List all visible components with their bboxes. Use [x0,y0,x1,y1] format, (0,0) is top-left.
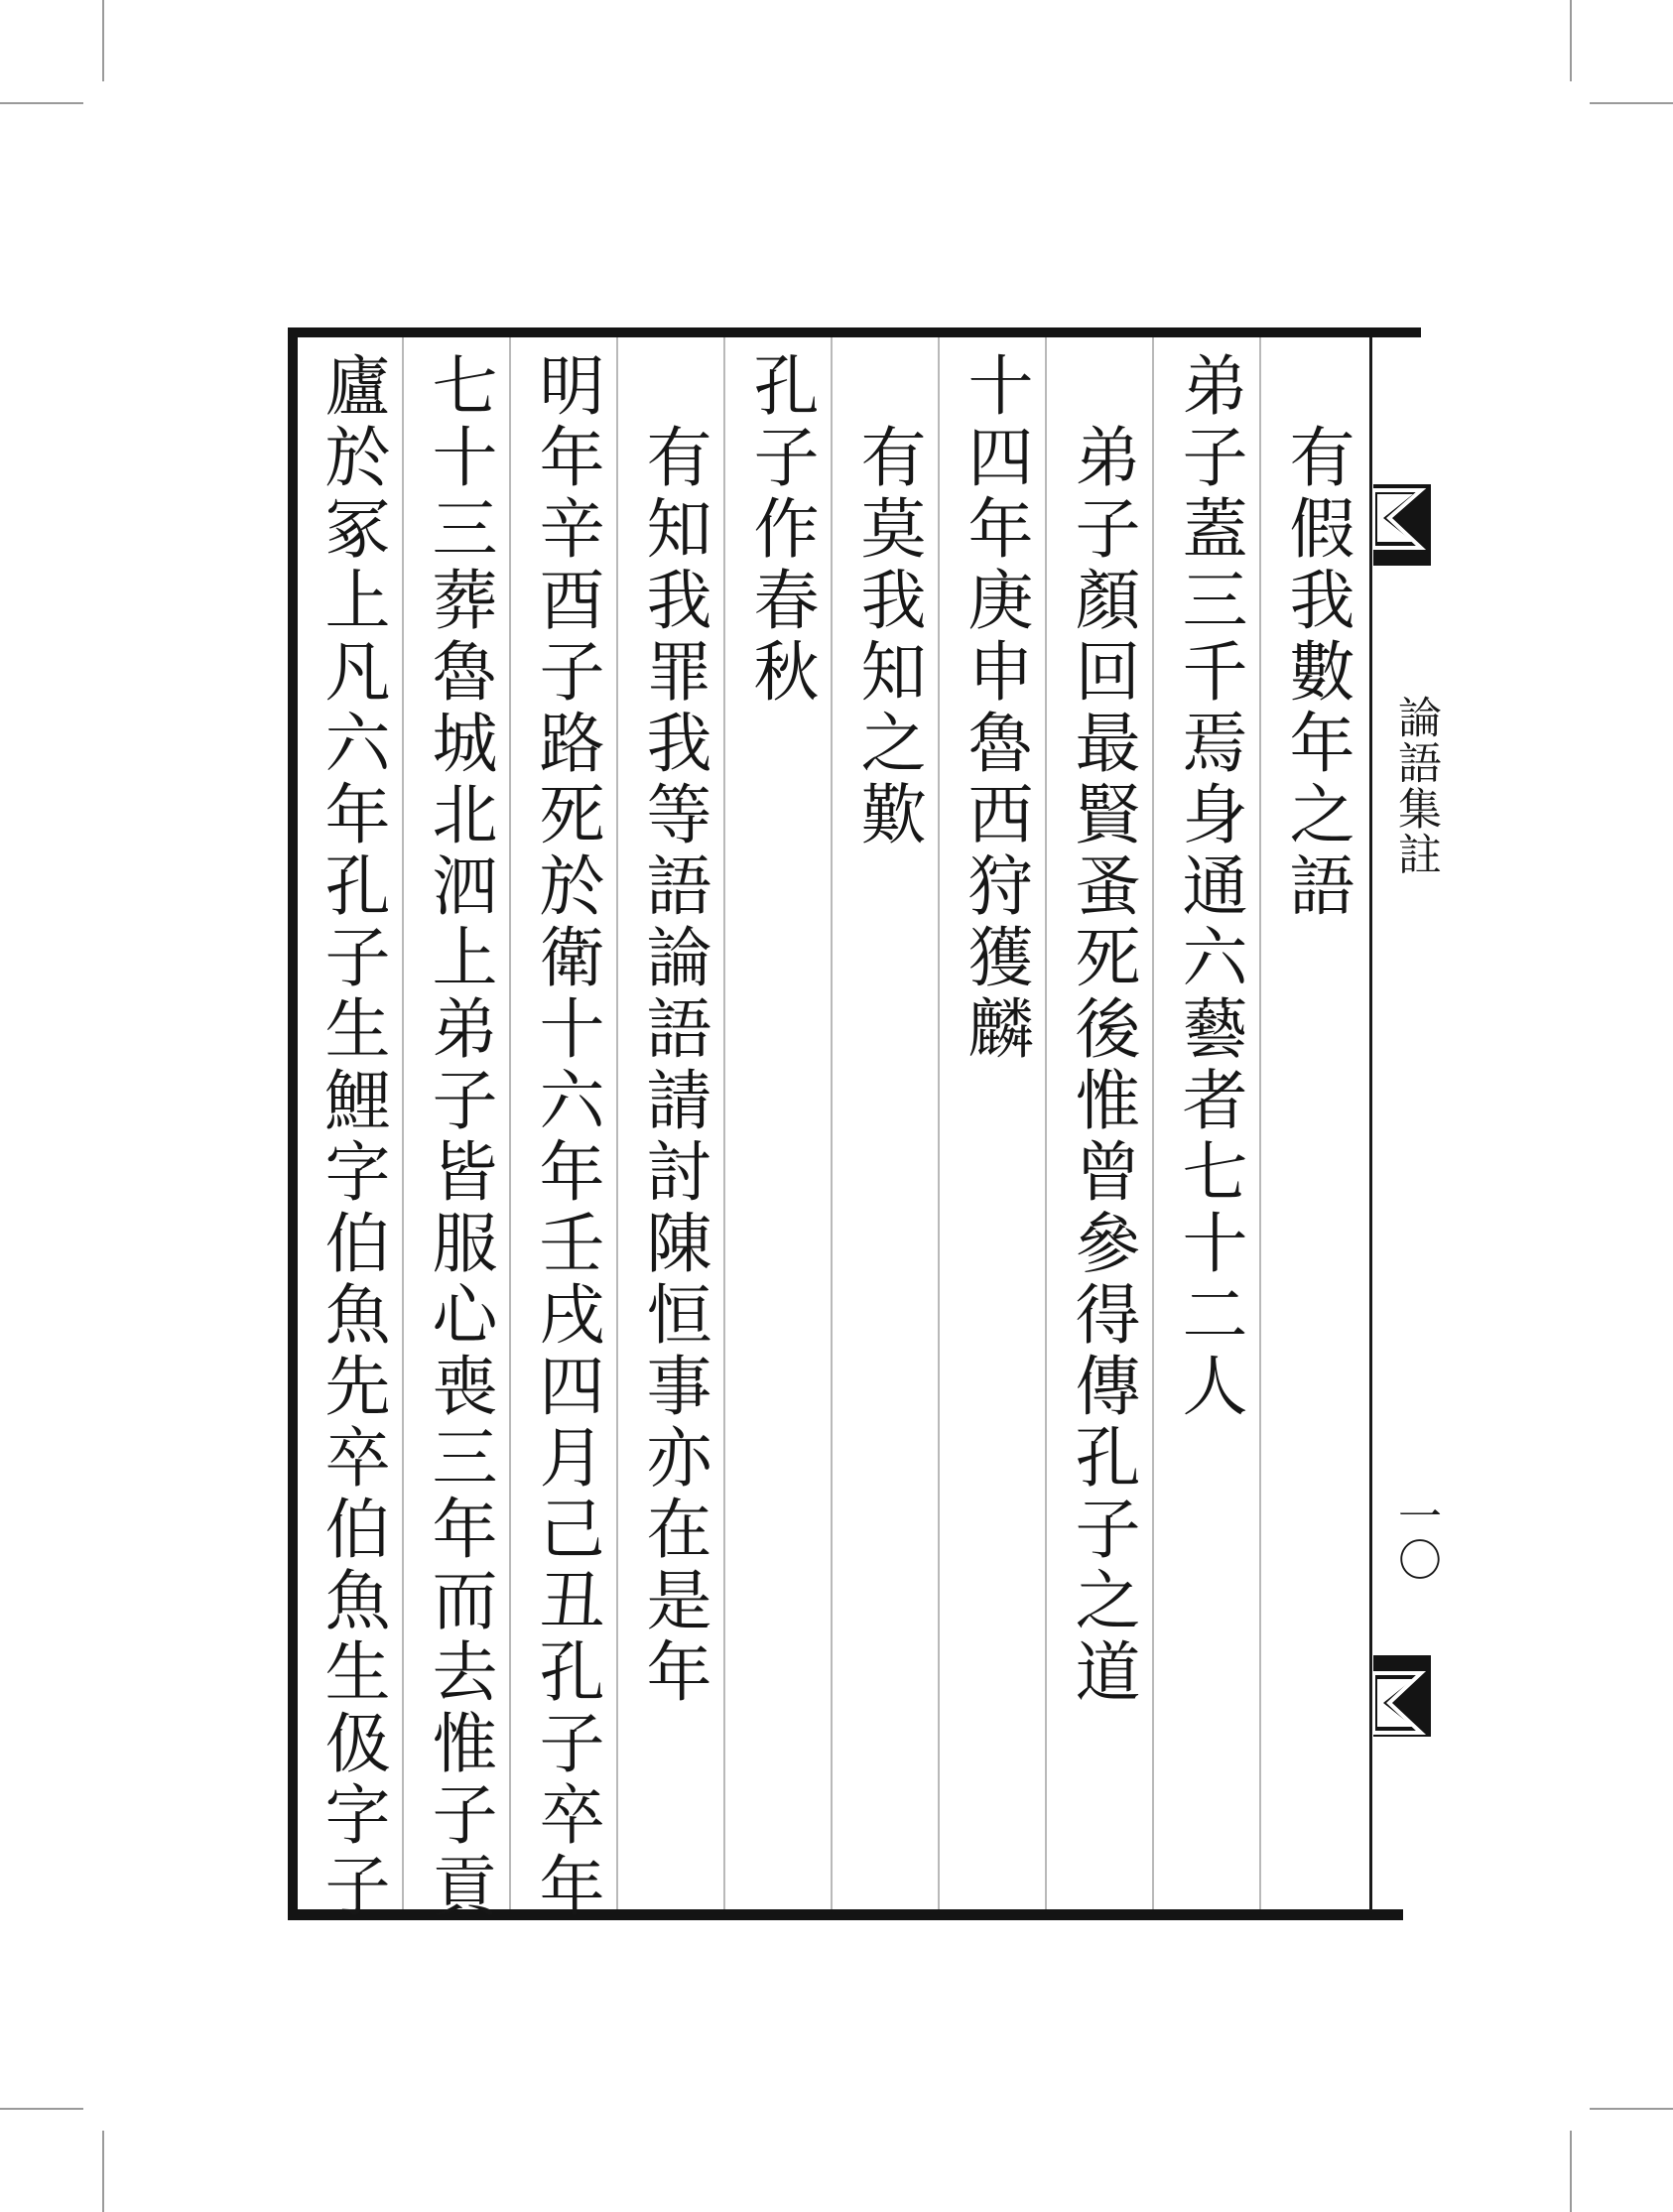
column-text: 有莫我知之歎 [849,423,926,851]
column-text: 弟子蓋三千焉身通六藝者七十二人 [1171,351,1247,1423]
column-text: 弟子顏回最賢蚤死後惟曾參得傳孔子之道 [1064,423,1140,1709]
fishtail-top-icon [1373,484,1431,566]
text-column-1 [1262,337,1369,1909]
crop-mark-bottom-left [102,2131,104,2212]
text-column-9 [405,337,512,1923]
crop-mark-top-left [0,102,83,104]
page-frame-right [1369,337,1372,1910]
column-text: 明年辛酉子路死於衛十六年壬戌四月己丑孔子卒年 [528,351,604,1923]
crop-mark-top-right [1590,102,1673,104]
crop-mark-bottom-left [0,2108,83,2110]
column-text: 十四年庚申魯西狩獲麟 [957,351,1033,1066]
text-column-10 [298,337,405,1923]
text-column-5 [834,337,941,1909]
crop-mark-top-left [102,0,104,81]
crop-mark-bottom-right [1570,2131,1572,2212]
margin-book-title: 論語集註 [1390,695,1441,877]
column-text: 孔子作春秋 [742,351,819,709]
text-column-2 [1155,337,1262,1909]
text-column-3 [1048,337,1155,1909]
page-number: 一〇 [1390,1494,1441,1581]
text-column-6 [726,337,834,1909]
column-text: 七十三葬魯城北泗上弟子皆服心喪三年而去惟子貢 [421,351,497,1923]
column-text: 有假我數年之語 [1278,423,1354,923]
crop-mark-bottom-right [1590,2108,1673,2110]
crop-mark-top-right [1570,0,1572,81]
column-text: 廬於冢上凡六年孔子生鯉字伯魚先卒伯魚生伋字子 [314,351,390,1923]
page-frame-top [290,327,1421,337]
column-text: 有知我罪我等語論語請討陳恒事亦在是年 [635,423,711,1709]
text-column-7 [619,337,726,1909]
text-column-4 [941,337,1048,1909]
page-frame-left [288,327,298,1920]
fishtail-bottom-icon [1373,1655,1431,1737]
text-column-8 [512,337,619,1923]
